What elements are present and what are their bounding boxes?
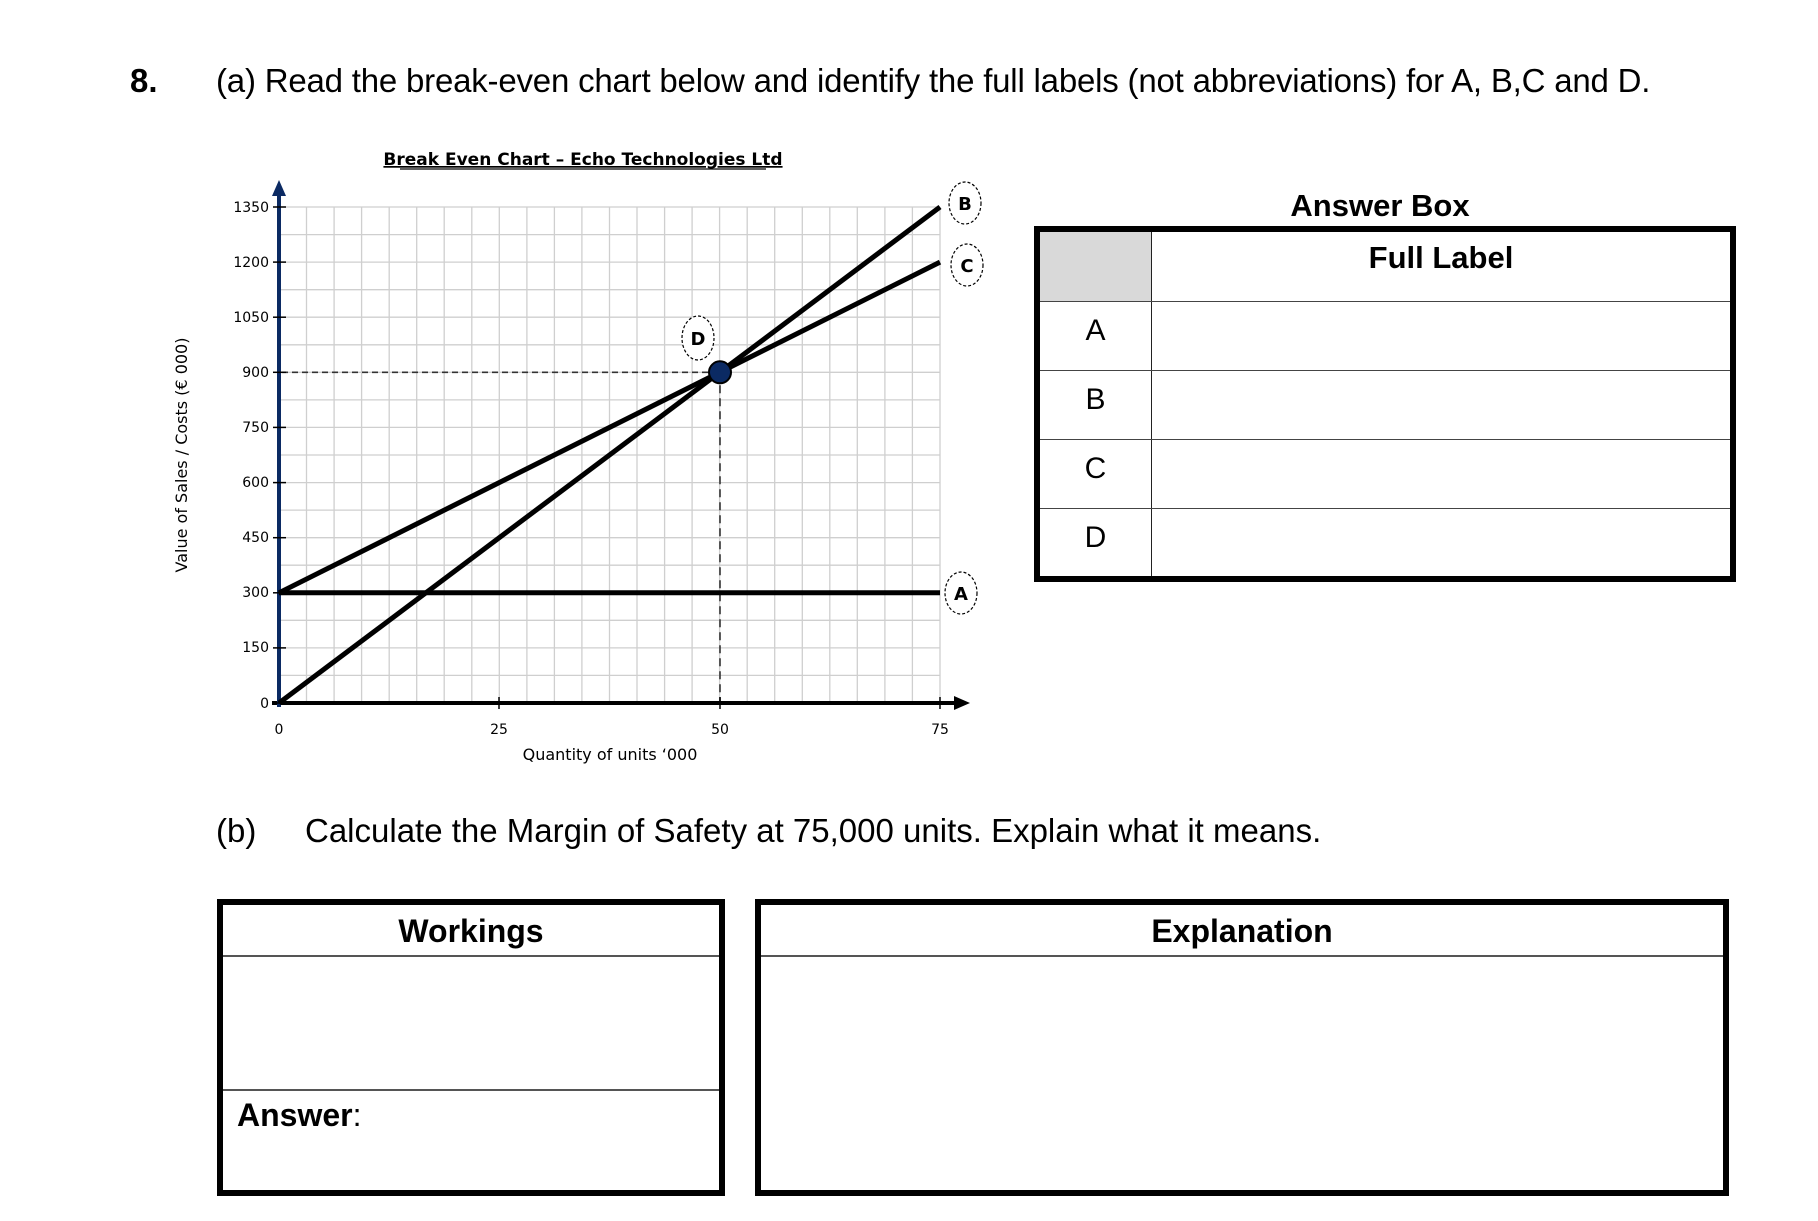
svg-text:1050: 1050 — [233, 310, 269, 326]
y-tick-labels — [233, 200, 269, 712]
svg-text:750: 750 — [242, 420, 269, 436]
workings-box — [217, 899, 725, 1196]
label-a — [945, 572, 977, 614]
answer-row-input[interactable] — [1152, 302, 1730, 370]
svg-text:1350: 1350 — [233, 200, 269, 216]
svg-text:900: 900 — [242, 365, 269, 381]
x-axis — [272, 696, 970, 710]
answer-row-c — [1040, 440, 1730, 509]
svg-text:0: 0 — [260, 696, 269, 712]
answer-label: Answer — [237, 1097, 353, 1133]
question-part-b-label: (b) — [216, 812, 257, 849]
answer-table-header-full-label: Full Label — [1368, 240, 1514, 275]
answer-row-input[interactable] — [1152, 440, 1730, 508]
workings-area[interactable] — [223, 957, 719, 1089]
x-axis-label: Quantity of units ‘000 — [522, 745, 698, 764]
answer-row-a — [1040, 302, 1730, 371]
svg-text:C: C — [960, 256, 974, 277]
answer-row-key: D — [1040, 509, 1152, 576]
explanation-title: Explanation — [761, 905, 1723, 957]
explanation-box — [755, 899, 1729, 1196]
svg-text:1200: 1200 — [233, 255, 269, 271]
svg-text:B: B — [958, 194, 972, 215]
break-even-point — [709, 361, 731, 383]
svg-text:25: 25 — [490, 722, 508, 738]
answer-row-key: C — [1040, 440, 1152, 508]
answer-table-header-row — [1040, 232, 1730, 302]
svg-text:0: 0 — [274, 722, 284, 738]
break-even-chart — [0, 0, 1020, 780]
svg-text:50: 50 — [711, 722, 729, 738]
workings-title: Workings — [223, 905, 719, 957]
svg-text:A: A — [954, 584, 968, 605]
label-c — [951, 244, 983, 286]
svg-text:300: 300 — [242, 585, 269, 601]
chart-title: Break Even Chart – Echo Technologies Ltd — [383, 150, 783, 170]
svg-text:75: 75 — [931, 722, 949, 738]
answer-box-title: Answer Box — [1290, 188, 1470, 223]
explanation-area[interactable] — [761, 957, 1723, 1190]
y-axis — [272, 180, 286, 707]
question-part-a-text: (a) Read the break-even chart below and identify the full labels (not abbreviations) for A, B,C and D. — [216, 62, 1651, 99]
svg-text:D: D — [690, 329, 706, 350]
svg-text:150: 150 — [242, 640, 269, 656]
answer-box-table — [1034, 226, 1736, 582]
answer-colon: : — [352, 1097, 362, 1133]
question-part-b-text: Calculate the Margin of Safety at 75,000 units. Explain what it means. — [305, 812, 1322, 849]
answer-row-key: A — [1040, 302, 1152, 370]
answer-row-input[interactable] — [1152, 371, 1730, 439]
answer-table-header-key — [1040, 232, 1152, 301]
question-number: 8. — [130, 62, 158, 99]
y-axis-label: Value of Sales / Costs (€ 000) — [172, 337, 191, 573]
svg-text:450: 450 — [242, 530, 269, 546]
x-tick-labels — [275, 722, 949, 738]
svg-text:600: 600 — [242, 475, 269, 491]
answer-row-b — [1040, 371, 1730, 440]
workings-answer-row[interactable] — [223, 1089, 719, 1190]
answer-row-input[interactable] — [1152, 509, 1730, 576]
label-b — [949, 182, 981, 224]
answer-row-d — [1040, 509, 1730, 576]
label-d — [682, 316, 714, 360]
answer-row-key: B — [1040, 371, 1152, 439]
